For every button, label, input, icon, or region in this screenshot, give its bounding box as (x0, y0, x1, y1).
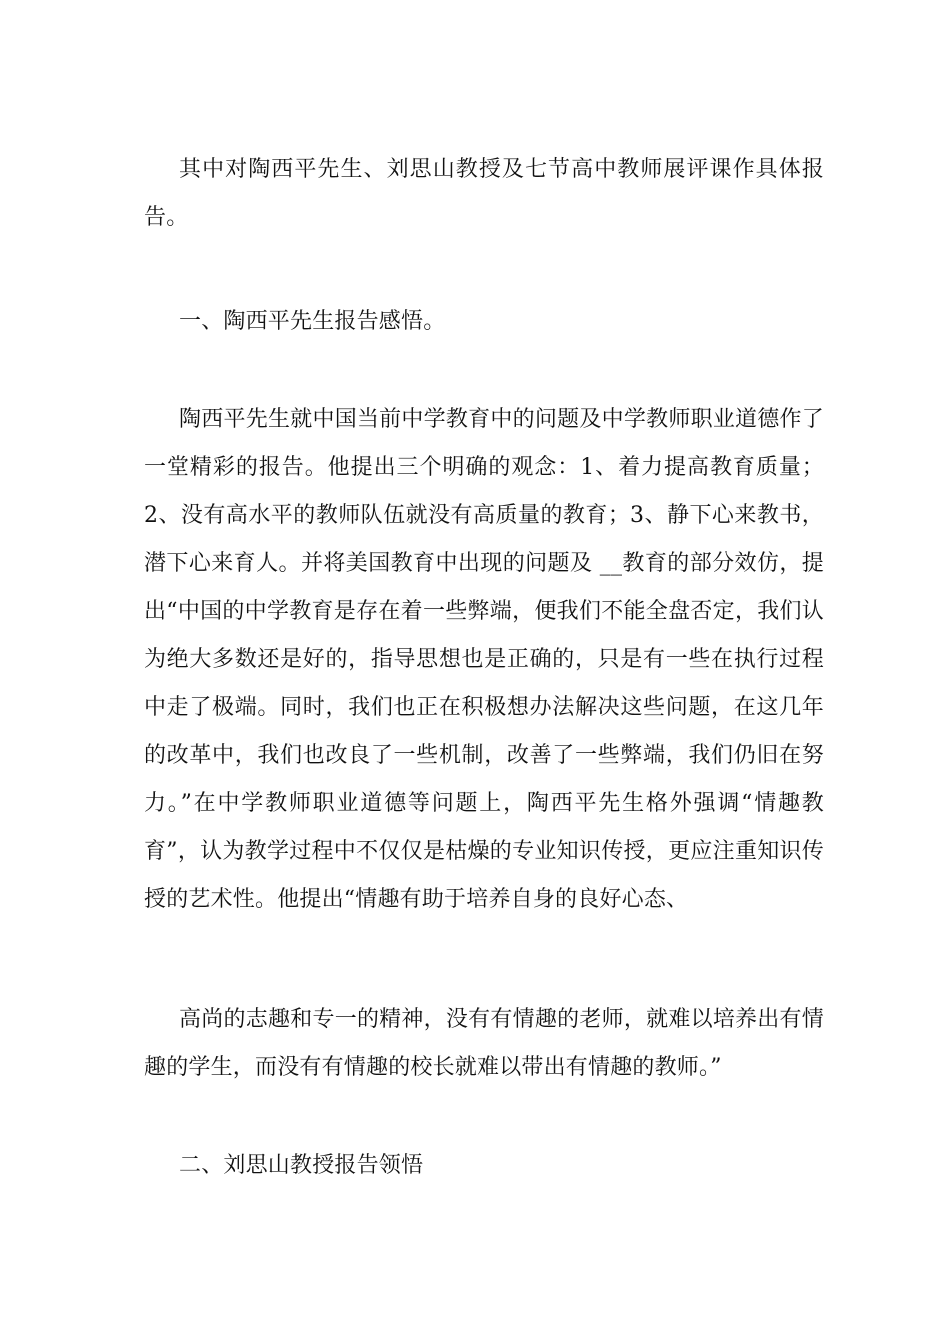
section-heading-1: 一、陶西平先生报告感悟。 (179, 309, 446, 334)
paragraph-intro: 其中对陶西平先生、刘思山教授及七节高中教师展评课作具体报告。 (144, 157, 824, 230)
section-heading-2: 二、刘思山教授报告领悟 (179, 1153, 424, 1178)
paragraph-body-2: 高尚的志趣和专一的精神，没有有情趣的老师，就难以培养出有情趣的学生，而没有有情趣的校长就难以带出有情趣的教师。” (144, 1007, 824, 1080)
paragraph-body-1: 陶西平先生就中国当前中学教育中的问题及中学教师职业道德作了一堂精彩的报告。他提出三个明确的观念：1、着力提高教育质量；2、没有高水平的教师队伍就没有高质量的教育；3、静下心来教书，潜下心来育人。并将美国教育中出现的问题及 __教育的部分效仿，提出“中国的中学教育是存在着一些弊端，便我们不能全盘否定，我们认为绝大多数还是好的，指导思想也是正确的，只是有一些在执行过程中走了极端。同时，我们也正在积极想办法解决这些问题，在这几年的改革中，我们也改良了一些机制，改善了一些弊端，我们仍旧在努力。”在中学教师职业道德等问题上，陶西平先生格外强调“情趣教育”，认为教学过程中不仅仅是枯燥的专业知识传授，更应注重知识传授的艺术性。他提出“情趣有助于培养自身的良好心态、 (144, 407, 824, 912)
